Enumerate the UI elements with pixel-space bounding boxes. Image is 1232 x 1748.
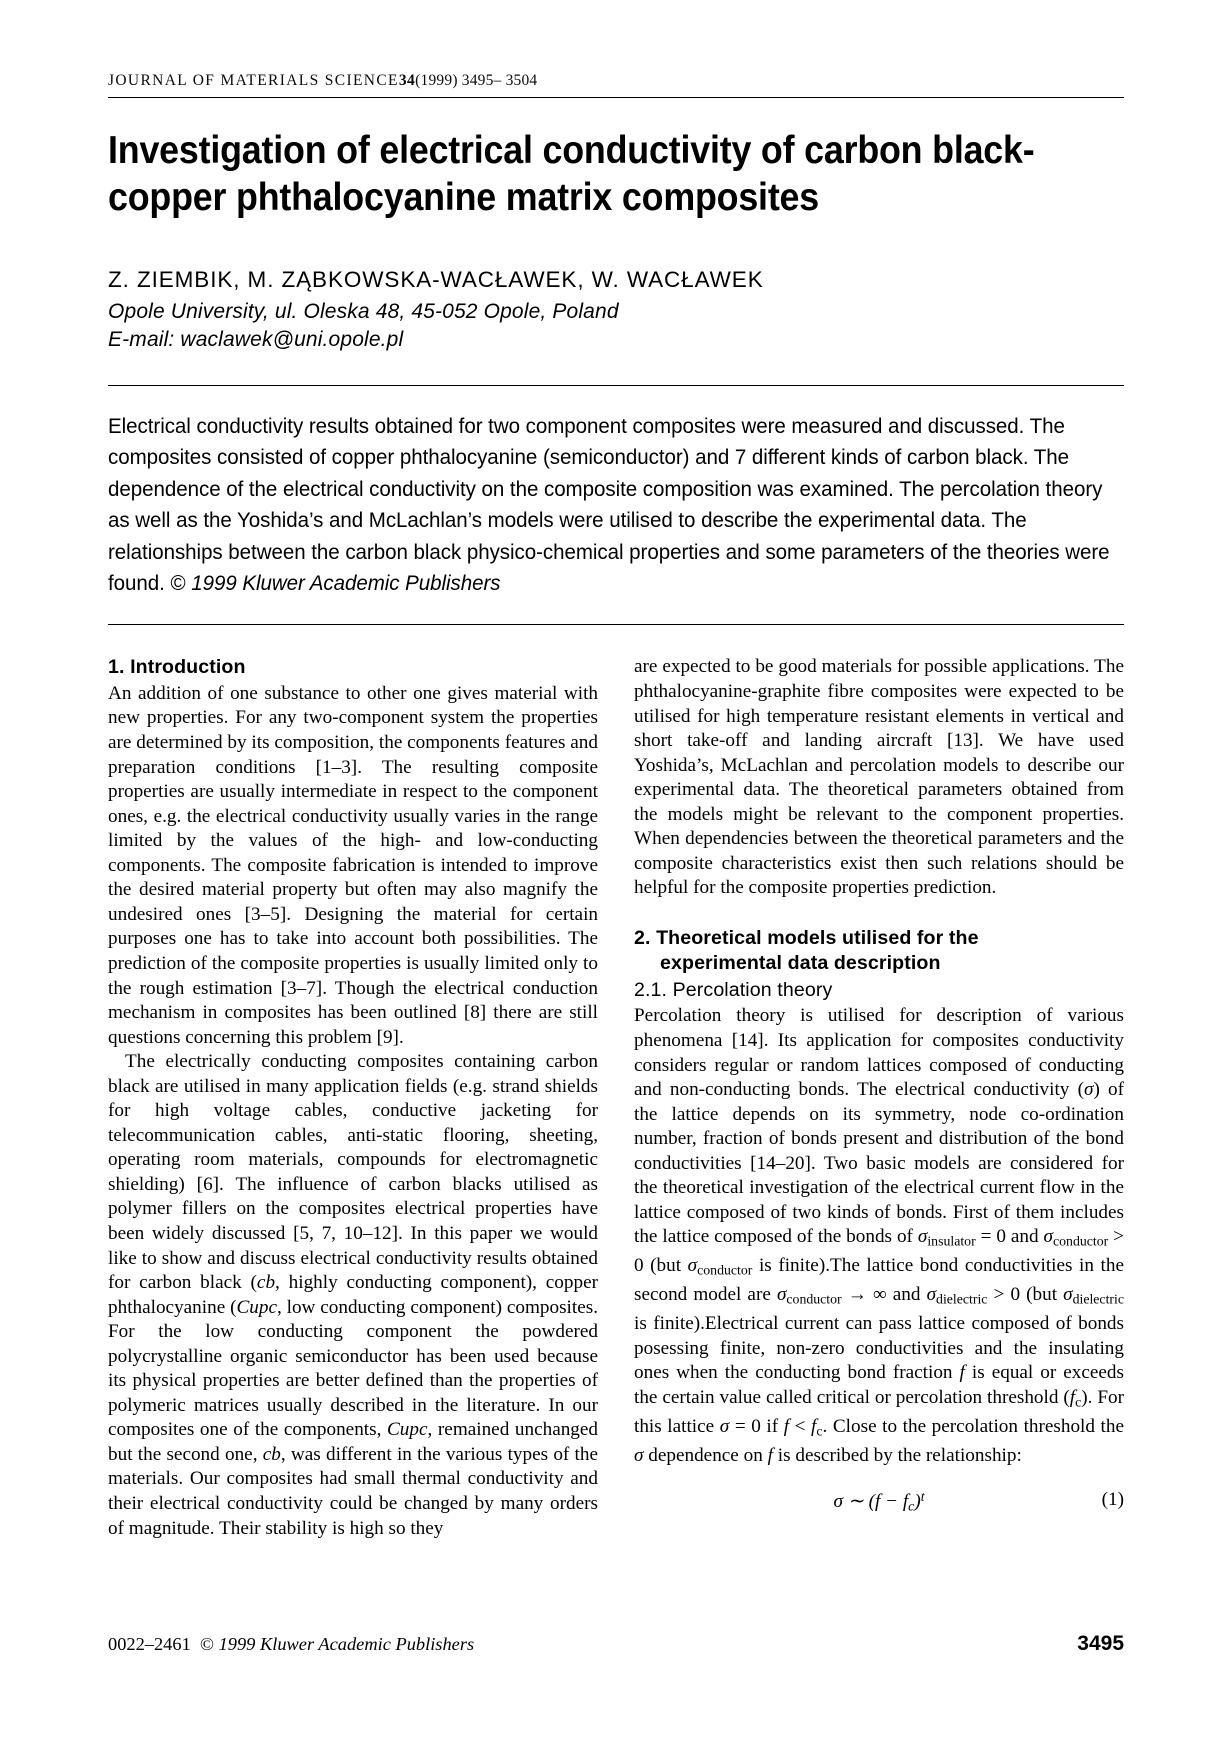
- seg-arrow: → ∞ and: [841, 1284, 927, 1306]
- sigma-conductor-subscript: conductor: [1053, 1233, 1109, 1249]
- p2-seg-d: , remained unchanged but the second one,: [108, 1419, 599, 1465]
- sigma-dielectric-subscript: dielectric: [936, 1291, 988, 1307]
- seg-d: Electrical current can pass lattice composed of bonds posessing finite, non-zero conductivities and the insulating ones when the conducting bond fraction: [634, 1313, 1124, 1384]
- intro-paragraph-2: [108, 1050, 598, 1541]
- sigma-symbol-3: σ: [634, 1444, 644, 1466]
- footer-copyright-symbol: ©: [199, 1634, 214, 1654]
- heading-theoretical-models: [634, 926, 1124, 977]
- term-cupc-1: Cupc: [236, 1296, 277, 1318]
- seg-f: ). For this lattice: [634, 1386, 1125, 1437]
- seg-i: . Close to the percolation threshold the: [822, 1415, 1124, 1437]
- abstract-divider: [108, 624, 1124, 625]
- footer-left: [108, 1634, 474, 1655]
- seg-diel-rest: > 0 (but: [987, 1284, 1064, 1306]
- journal-name: JOURNAL OF MATERIALS SCIENCE: [108, 72, 399, 89]
- seg-conductor-rest: > 0 (but: [634, 1226, 1124, 1277]
- sigma-symbol-2: σ: [719, 1415, 730, 1437]
- p2-seg-e: , was different in the various types of the materials. Our composites had small thermal conductivity and their electrical conductivity could be changed by many orders of magnitude. Their stability is high so they: [108, 1443, 598, 1539]
- heading-line-2: experimental data description: [660, 952, 941, 975]
- fc-subscript-2: c: [816, 1423, 823, 1439]
- sigma-dielectric-subscript-2: dielectric: [1072, 1291, 1124, 1307]
- affiliation: Opole University, ul. Oleska 48, 45-052 Opole, Poland: [108, 300, 619, 323]
- page-number: 3495: [1077, 1632, 1124, 1655]
- header-divider: [108, 97, 1124, 98]
- sigma-insulator-subscript: insulator: [927, 1233, 976, 1249]
- seg-c: The lattice bond conductivities in the second model are: [634, 1255, 1124, 1306]
- authors-list: Z. ZIEMBIK, M. ZĄBKOWSKA-WACŁAWEK, W. WACŁAWEK: [108, 267, 764, 292]
- contact-email: E-mail: waclawek@uni.opole.pl: [108, 328, 404, 351]
- seg-a: Percolation theory is utilised for description of various phenomena [14]. Its application for composites conductivity considers regular or random lattices composed of conducting and non-conducting bonds. The electrical conductivity (: [634, 1005, 1124, 1101]
- equation-number: (1): [1101, 1488, 1124, 1510]
- equation-sigma: σ: [833, 1490, 843, 1512]
- sigma-conductor-symbol-2: σ: [687, 1255, 698, 1277]
- seg-j: dependence on: [643, 1444, 768, 1466]
- sigma-symbol-1: σ: [1083, 1079, 1094, 1101]
- right-column: [634, 655, 1124, 1541]
- issn: 0022–2461: [108, 1634, 191, 1654]
- seg-g: = 0 if: [729, 1415, 784, 1437]
- heading-percolation-theory: 2.1. Percolation theory: [634, 978, 833, 1001]
- abstract-text: Electrical conductivity results obtained for two component composites were measured and discussed. The composites consisted of copper phthalocyanine (semiconductor) and 7 different kinds of carbon black. The dependence of the electrical conductivity on the composite composition was examined. The percolation theory as well as the Yoshida’s and McLachlan’s models were utilised to describe the experimental data. The relationships between the carbon black physico-chemical properties and some parameters of the theories were found.: [108, 414, 1110, 596]
- abstract: [108, 411, 1124, 599]
- seg-insulator-rest: = 0 and: [975, 1226, 1044, 1248]
- page-footer: [108, 1632, 1124, 1656]
- seg-conductor-rest-2: is finite).: [752, 1255, 831, 1277]
- sigma-conductor-subscript-2: conductor: [697, 1262, 753, 1278]
- equation-tail: ): [914, 1490, 921, 1512]
- seg-diel-rest-2: is finite).: [634, 1313, 705, 1335]
- left-column: [108, 655, 598, 1541]
- seg-k: is described by the relationship:: [772, 1444, 1022, 1466]
- fc-symbol-2: f: [811, 1415, 817, 1437]
- journal-header: [108, 72, 1124, 90]
- p2-seg-b: , highly conducting component), copper phthalocyanine (: [108, 1272, 598, 1318]
- heading-introduction: 1. Introduction: [108, 656, 246, 679]
- term-cb-2: cb: [262, 1443, 281, 1465]
- sigma-conductor-symbol: σ: [1043, 1226, 1053, 1248]
- percolation-paragraph: [634, 1004, 1124, 1468]
- seg-b: ) of the lattice depends on its symmetry, node co-ordination number, fraction of bonds present and distribution of the bond conductivities [14–20]. Two basic models are considered for the theoretical investigation of the electrical current flow in the lattice composed of two kinds of bonds. First of them includes the lattice composed of the bonds of: [634, 1079, 1125, 1248]
- f-symbol-1: f: [959, 1362, 965, 1384]
- f-symbol-2: f: [783, 1415, 790, 1437]
- equation-subscript: c: [908, 1498, 915, 1514]
- f-symbol-3: f: [767, 1444, 773, 1466]
- intro-paragraph-1: An addition of one substance to other one gives material with new properties. For any two-component system the properties are determined by its composition, the components features and preparation conditions [1–3]. The resulting composite properties are usually intermediate in respect to the component ones, e.g. the electrical conductivity usually varies in the range limited by the values of the high- and low-conducting components. The composite fabrication is intended to improve the desired material property but often may also magnify the undesired ones [3–5]. Designing the material for certain purposes one has to take into account both possibilities. The prediction of the composite properties is usually limited only to the rough estimation [3–7]. Though the electrical conduction mechanism in composites has been outlined [8] there are still questions concerning this problem [9].: [108, 682, 598, 1048]
- seg-h: <: [789, 1415, 812, 1437]
- term-cupc-2: Cupc: [387, 1419, 428, 1441]
- equation-expression: ∼ (f − f: [842, 1490, 909, 1512]
- journal-volume: 34: [398, 72, 416, 89]
- authors-divider: [108, 385, 1124, 386]
- heading-line-1: 2. Theoretical models utilised for the: [634, 926, 979, 949]
- intro-paragraph-continued: are expected to be good materials for possible applications. The phthalocyanine-graphite fibre composites were expected to be utilised for high temperature resistant elements in vertical and short take-off and landing aircraft [13]. We have used Yoshida’s, McLachlan and percolation models to describe our experimental data. The theoretical parameters obtained from the models might be relevant to the component properties. When dependencies between the theoretical parameters and the composite characteristics exist then such relations should be helpful for the composite properties prediction.: [634, 656, 1124, 899]
- fc-subscript-1: c: [1075, 1394, 1082, 1410]
- equation-1: [634, 1489, 1124, 1517]
- term-cb-1: cb: [256, 1272, 276, 1294]
- p2-seg-c: , low conducting component) composites. For the low conducting component the powdered polycrystalline organic semiconductor has been used because its physical properties are better defined than the properties of polymeric matrices usually described in the literature. In our composites one of the components,: [108, 1296, 598, 1441]
- sigma-dielectric-symbol-2: σ: [1063, 1284, 1073, 1306]
- copyright-symbol: ©: [170, 571, 186, 596]
- sigma-conductor-symbol-3: σ: [776, 1284, 787, 1306]
- journal-issue-pages: (1999) 3495– 3504: [415, 72, 538, 89]
- seg-e: is equal or exceeds the certain value called critical or percolation threshold (: [634, 1362, 1124, 1408]
- sigma-dielectric-symbol: σ: [926, 1284, 937, 1306]
- page-title: Investigation of electrical conductivity of carbon black-copper phthalocyanine matrix composites: [108, 129, 1035, 219]
- body-columns: [108, 655, 1124, 1541]
- abstract-copyright: 1999 Kluwer Academic Publishers: [185, 571, 501, 596]
- equation-body: [833, 1488, 925, 1514]
- footer-publisher: 1999 Kluwer Academic Publishers: [218, 1634, 475, 1654]
- sigma-conductor-subscript-3: conductor: [786, 1291, 842, 1307]
- fc-symbol-1: f: [1069, 1386, 1076, 1408]
- equation-exponent: t: [920, 1488, 925, 1504]
- sigma-insulator-symbol: σ: [917, 1226, 928, 1248]
- p2-seg-a: The electrically conducting composites containing carbon black are utilised in many application fields (e.g. strand shields for high voltage cables, conductive jacketing for telecommunication cables, anti-static flooring, sheeting, operating room materials, compounds for electromagnetic shielding) [6]. The influence of carbon blacks utilised as polymer fillers on the composites electrical properties have been widely discussed [5, 7, 10–12]. In this paper we would like to show and discuss electrical conductivity results obtained for carbon black (: [108, 1051, 598, 1294]
- authors-block: [108, 265, 1124, 354]
